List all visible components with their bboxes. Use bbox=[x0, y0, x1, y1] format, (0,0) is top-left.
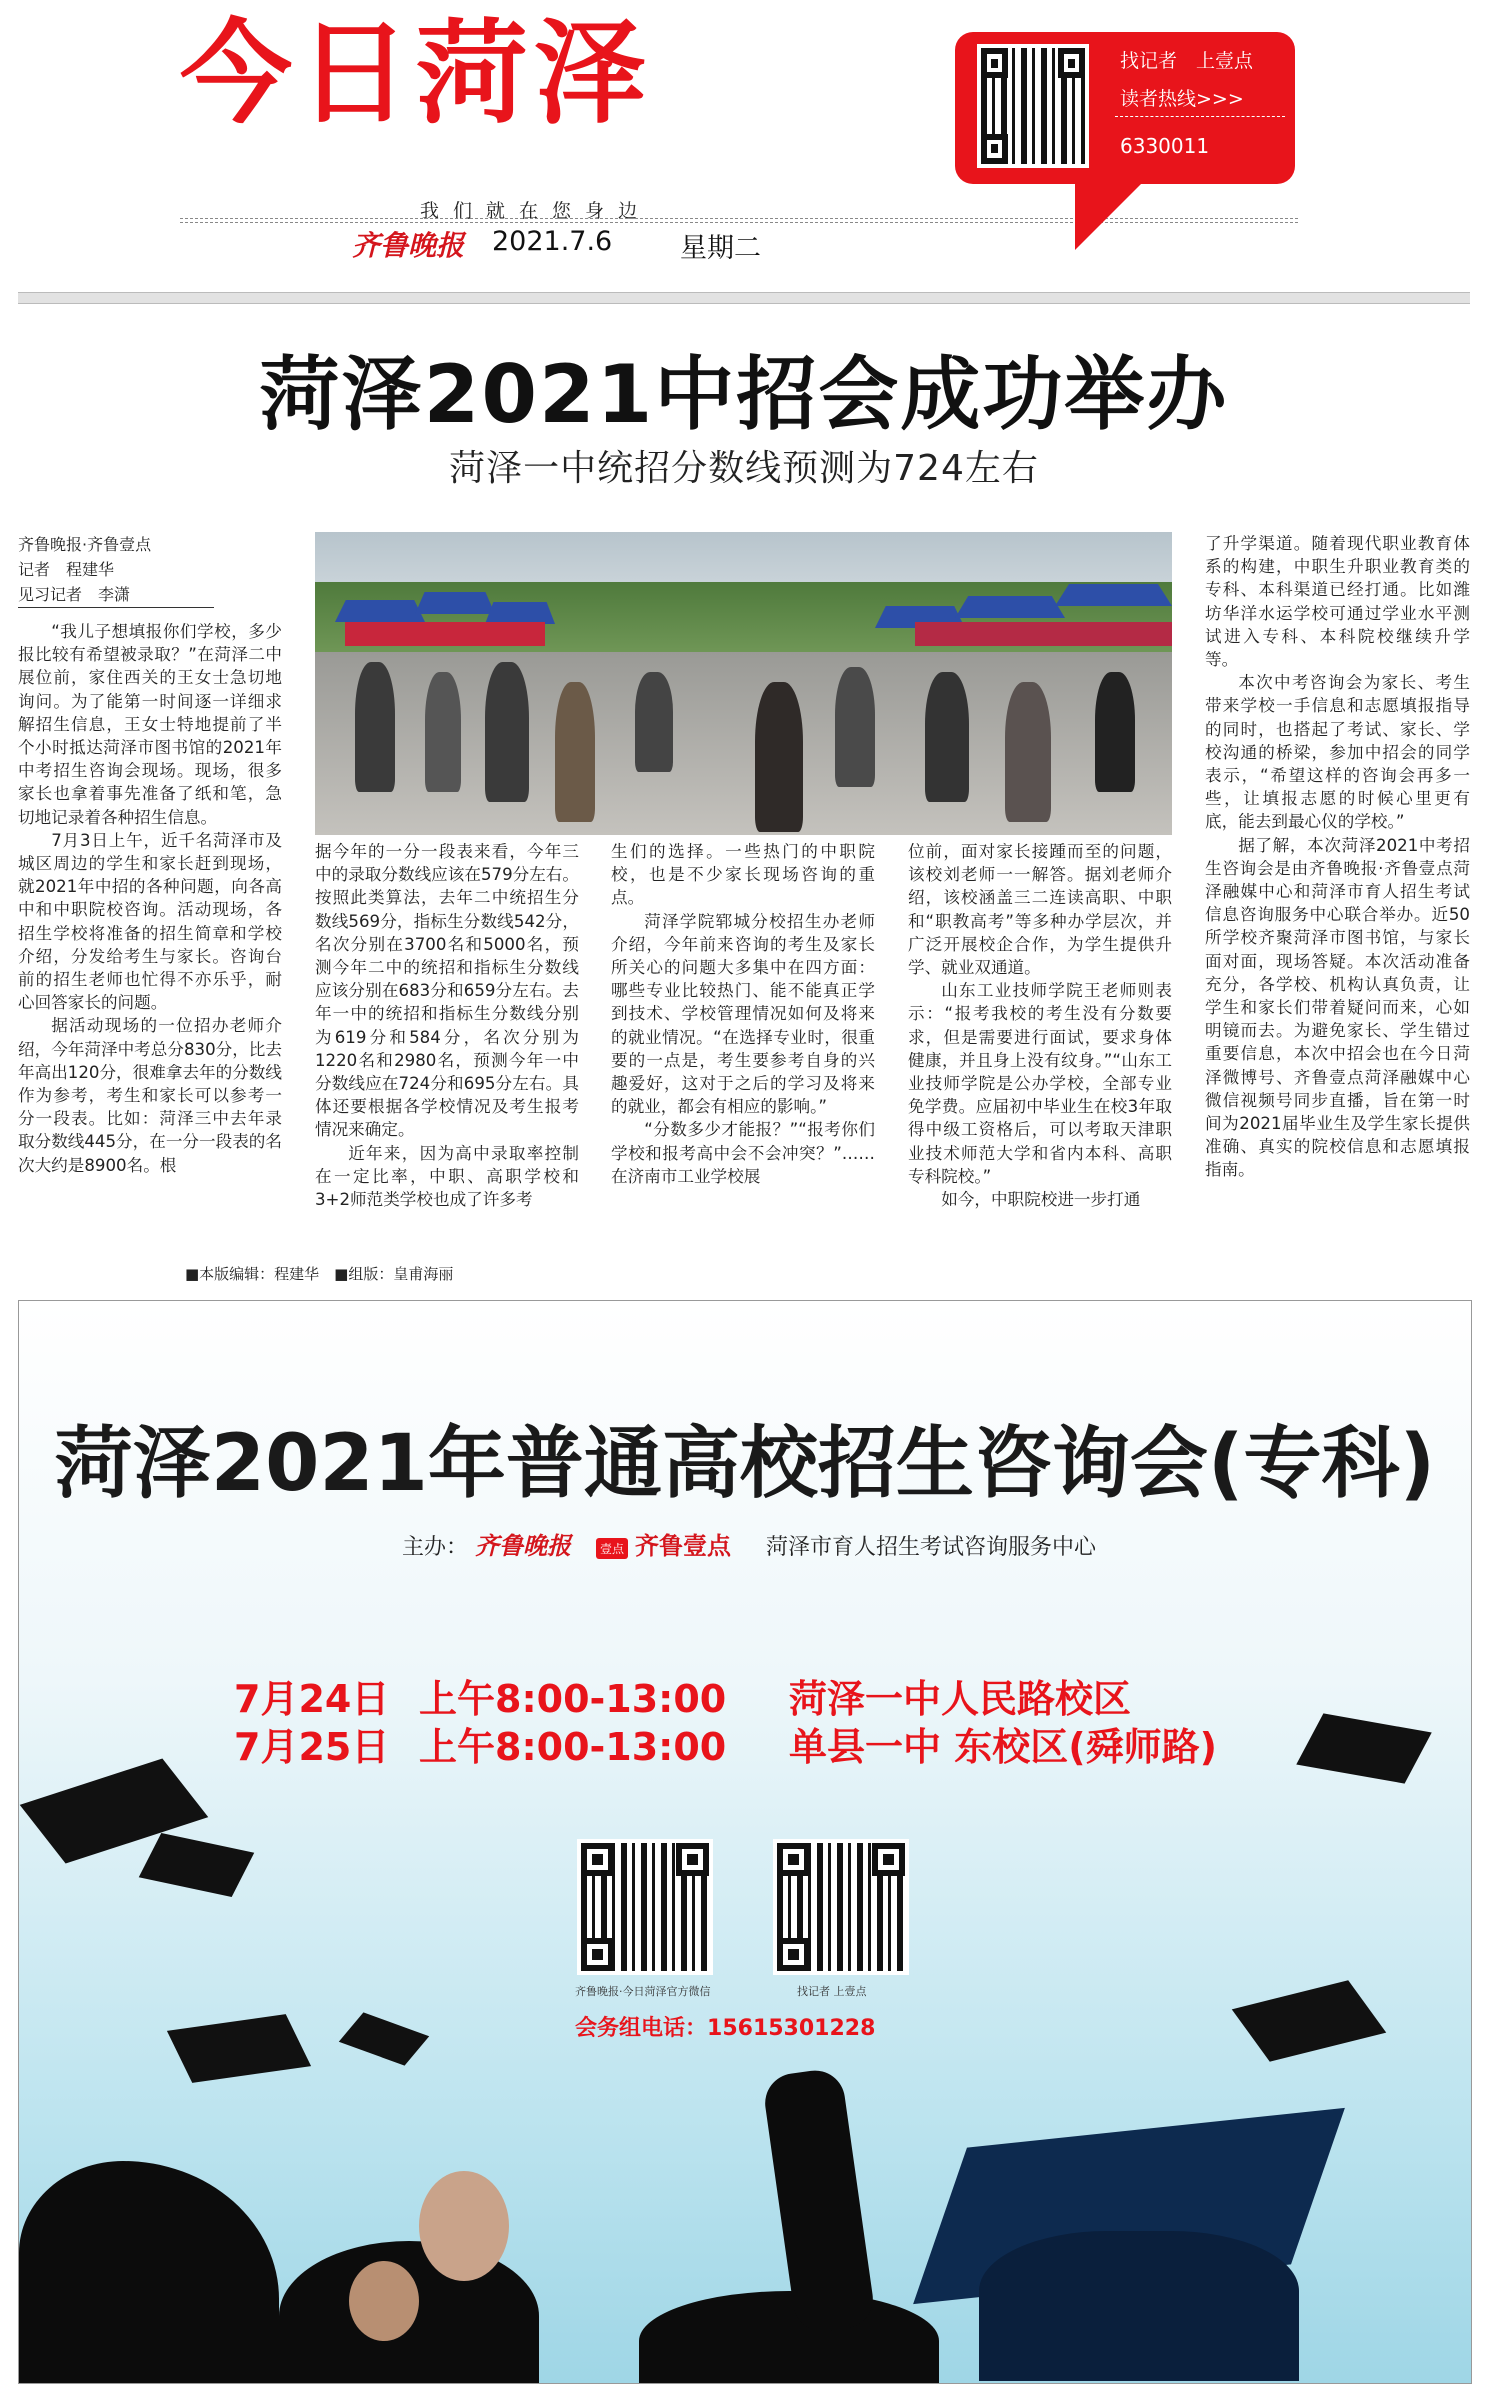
ad-phone bbox=[575, 2011, 875, 2042]
byline-intern: 见习记者 李潇 bbox=[18, 585, 131, 604]
paper-logo: 齐鲁晚报 bbox=[352, 229, 465, 262]
yidian-qr-icon[interactable] bbox=[773, 1839, 909, 1975]
issue-weekday: 星期二 bbox=[680, 233, 761, 264]
event-date-2: 7月25日 bbox=[234, 1725, 390, 1769]
wechat-qr-icon[interactable] bbox=[577, 1839, 713, 1975]
hotline-qr-icon bbox=[977, 44, 1089, 168]
paragraph: “分数多少才能报？”“报考你们学校和报考高中会不会冲突？”……在济南市工业学校展 bbox=[611, 1120, 875, 1186]
host-org: 菏泽市育人招生考试咨询服务中心 bbox=[766, 1535, 1097, 1560]
hotline-box bbox=[955, 32, 1295, 184]
host-logo-qilu-evening: 齐鲁晚报 bbox=[475, 1531, 572, 1560]
paragraph: 近年来，因为高中录取率控制在一定比率，中职、高职学校和3+2师范类学校也成了许多考 bbox=[315, 1143, 579, 1210]
phone-number: 15615301228 bbox=[707, 2016, 876, 2041]
paragraph: 如今，中职院校进一步打通 bbox=[941, 1190, 1141, 1210]
event-place-2: 单县一中 东校区(舜师路) bbox=[789, 1725, 1217, 1769]
event-time-1: 上午8:00-13:00 bbox=[419, 1677, 727, 1721]
article-column-5 bbox=[1205, 532, 1470, 1182]
article-column-4 bbox=[908, 840, 1172, 1211]
ad-title: 菏泽2021年普通高校招生咨询会(专科) bbox=[54, 1419, 1436, 1509]
hotline-tail bbox=[1075, 180, 1145, 250]
hotline-divider bbox=[1115, 116, 1285, 117]
article-column-3 bbox=[611, 840, 875, 1188]
ad-hosts bbox=[402, 1526, 1096, 1561]
byline-source: 齐鲁晚报·齐鲁壹点 bbox=[18, 535, 152, 554]
headline: 菏泽2021中招会成功举办 bbox=[259, 348, 1229, 441]
page-credits: ■本版编辑：程建华 ■组版：皇甫海丽 bbox=[185, 1265, 454, 1283]
qr-caption-1: 齐鲁晚报·今日菏泽官方微信 bbox=[575, 1985, 711, 1998]
advertisement bbox=[18, 1300, 1472, 2384]
masthead-slogan: 我们就在您身边 bbox=[420, 200, 652, 222]
hotline-line2: 读者热线>>> bbox=[1120, 88, 1244, 110]
paragraph: 了升学渠道。随着现代职业教育体系的构建，中职生升职业教育类的专科、本科渠道已经打通。比如潍坊华洋水运学校可通过学业水平测试进入专科、本科院校继续升学等。 bbox=[1205, 534, 1470, 670]
host-logo-badge: 壹点 bbox=[596, 1538, 628, 1559]
issue-date: 2021.7.6 bbox=[492, 226, 613, 257]
byline-rule bbox=[18, 607, 214, 608]
paragraph: 据活动现场的一位招办老师介绍，今年菏泽中考总分830分，比去年高出120分，很难拿去年的分数线作为参考，考生和家长可以参考一分一段表。比如：菏泽三中去年录取分数线445分，在一分一段表的名次大约是8900名。根 bbox=[18, 1016, 282, 1175]
qr-caption-2: 找记者 上壹点 bbox=[797, 1985, 867, 1998]
paragraph: 7月3日上午，近千名菏泽市及城区周边的学生和家长赶到现场，就2021年中招的各种问题，向各高中和中职院校咨询。活动现场，各招生学校将准备的招生简章和学校介绍，分发给考生与家长。咨询台前的招生老师也忙得不亦乐乎，耐心回答家长的问题。 bbox=[18, 830, 282, 1013]
article-column-2 bbox=[315, 840, 579, 1211]
paragraph: 菏泽学院郓城分校招生办老师介绍，今年前来咨询的考生及家长所关心的问题大多集中在四方面：哪些专业比较热门、能不能真正学到技术、学校管理情况如何及将来的就业情况。“在选择专业时，很重要的一点是，考生要参考自身的兴趣爱好，这对于之后的学习及将来的就业，都会有相应的影响。” bbox=[611, 911, 875, 1117]
masthead-title: 今日菏泽 bbox=[180, 9, 652, 139]
event-place-1: 菏泽一中人民路校区 bbox=[789, 1677, 1132, 1721]
article-column-1 bbox=[18, 620, 282, 1177]
phone-label: 会务组电话： bbox=[575, 2016, 708, 2041]
paragraph: “我儿子想填报你们学校，多少报比较有希望被录取？”在菏泽二中展位前，家住西关的王女士急切地询问。为了能第一时间逐一详细求解招生信息，王女士特地提前了半个小时抵达菏泽市图书馆的2021年中考招生咨询会现场。现场，很多家长也拿着事先准备了纸和笔，急切地记录着各种招生信息。 bbox=[18, 622, 282, 827]
paragraph: 据了解，本次菏泽2021中考招生咨询会是由齐鲁晚报·齐鲁壹点菏泽融媒中心和菏泽市育人招生考试信息咨询服务中心联合举办。近50所学校齐聚菏泽市图书馆，与家长面对面，现场答疑。本次活动准备充分，各学校、机构认真负责，让学生和家长们带着疑问而来，心如明镜而去。为避免家长、学生错过重要信息，本次中招会也在今日菏泽微博号、齐鲁壹点菏泽融媒中心微信视频号同步直播，旨在第一时间为2021届毕业生及学生家长提供准确、真实的院校信息和志愿填报指南。 bbox=[1205, 835, 1470, 1180]
top-rule bbox=[18, 292, 1470, 304]
paragraph: 位前，面对家长接踵而至的问题，该校刘老师一一解答。据刘老师介绍，该校涵盖三二连读高职、中职和“职教高考”等多种办学层次，并广泛开展校企合作，为学生提供升学、就业双通道。 bbox=[908, 842, 1172, 978]
paragraph: 据今年的一分一段表来看，今年三中的录取分数线应该在579分左右。按照此类算法，去年二中统招生分数线569分，指标生分数线542分，名次分别在3700名和5000名，预测今年二中的统招和指标生分数线应该分别在683分和659分左右。去年一中的统招和指标生分数线分别为619分和584分，名次分别为1220名和2980名，预测今年一中分数线应在724分和695分左右。具体还要根据各学校情况及考生报考情况来确定。 bbox=[315, 842, 579, 1140]
host-label: 主办： bbox=[402, 1535, 469, 1560]
paragraph: 本次中考咨询会为家长、考生带来学校一手信息和志愿填报指导的同时，也搭起了考试、家长、学校沟通的桥梁，参加中招会的同学表示，“希望这样的咨询会再多一些，让填报志愿的时候心里更有底，能去到最心仪的学校。” bbox=[1205, 673, 1470, 832]
event-date-1: 7月24日 bbox=[234, 1677, 390, 1721]
subhead: 菏泽一中统招分数线预测为724左右 bbox=[449, 448, 1039, 489]
news-photo bbox=[315, 532, 1172, 835]
event-time-2: 上午8:00-13:00 bbox=[419, 1725, 727, 1769]
paragraph: 山东工业技师学院王老师则表示：“报考我校的考生没有分数要求，但是需要进行面试，要求身体健康，并且身上没有纹身。”“山东工业技师学院是公办学校，全部专业免学费。应届初中毕业生在校3年取得中级工资格后，可以考取天津职业技术师范大学和省内本科、高职专科院校。” bbox=[908, 981, 1172, 1186]
hotline-number: 6330011 bbox=[1120, 134, 1210, 158]
host-logo-qilu-yidian: 齐鲁壹点 bbox=[635, 1532, 732, 1560]
paragraph: 生们的选择。一些热门的中职院校，也是不少家长现场咨询的重点。 bbox=[611, 842, 875, 908]
hotline-line1: 找记者 上壹点 bbox=[1120, 50, 1254, 72]
byline-reporter: 记者 程建华 bbox=[18, 560, 115, 579]
